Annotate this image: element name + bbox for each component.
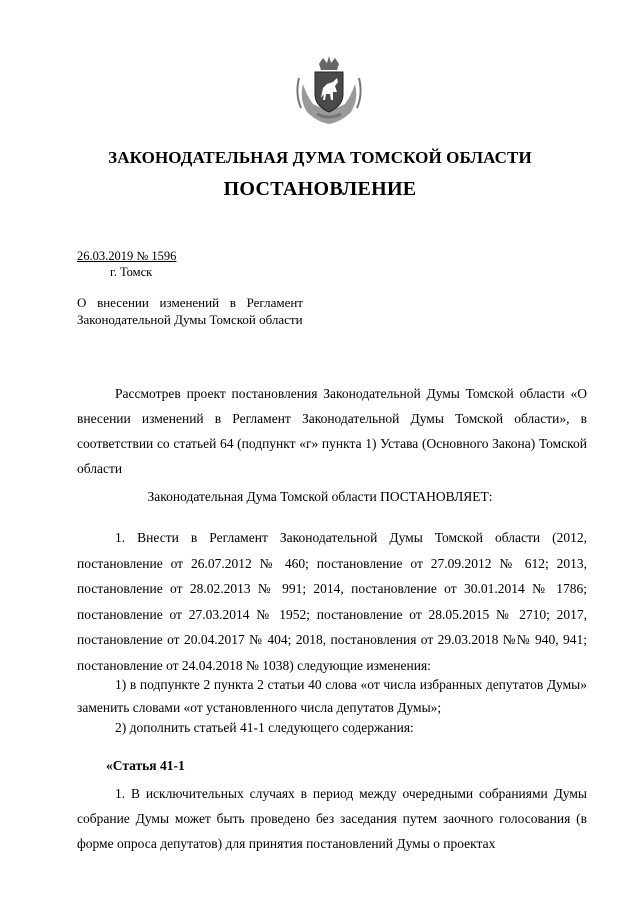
article-paragraph-1: 1. В исключительных случаях в период между очередными собраниями Думы собрание Думы может быть проведено без заседания путем заочного голосования (в форме опроса депутатов) для принятия постановлений Думы о проектах [77,786,587,851]
coat-of-arms-icon [293,54,365,126]
date-and-number: 26.03.2019 № 1596 [77,249,177,263]
item-1-paragraph: 1. Внести в Регламент Законодательной Думы Томской области (2012, постановление от 26.07.2012 № 460; постановление от 27.09.2012 № 612; 2013, постановление от 28.02.2013 № 991; 2014, постановление от 30.01.2014 № 1786; постановление от 27.03.2014 № 1952; постановление от 28.05.2015 № 2710; 2017, постановление от 20.04.2017 № 404; 2018, постановления от 29.03.2018 №№ 940, 941; постановление от 24.04.2018 № 1038) следующие изменения: [77,530,587,673]
article-heading: «Статья 41-1 [106,758,185,773]
preamble-paragraph: Рассмотрев проект постановления Законодательной Думы Томской области «О внесении изменений в Регламент Законодательной Думы Томской области», в соответствии со статьей 64 (подпункт «г» пункта 1) Устава (Основного Закона) Томской области [77,386,587,476]
subitem-2-paragraph: 2) дополнить статьей 41-1 следующего содержания: [115,720,414,735]
resolves-line: Законодательная Дума Томской области ПОСТАНОВЛЯЕТ: [147,489,493,504]
subitem-1-paragraph: 1) в подпункте 2 пункта 2 статьи 40 слова «от числа избранных депутатов Думы» заменить словами «от установленного числа депутатов Думы»; [77,677,587,715]
organization-name: ЗАКОНОДАТЕЛЬНАЯ ДУМА ТОМСКОЙ ОБЛАСТИ [108,148,532,167]
document-type-title: ПОСТАНОВЛЕНИЕ [223,178,417,200]
document-subject: О внесении изменений в Регламент Законодательной Думы Томской области [77,295,303,327]
city: г. Томск [110,265,153,279]
